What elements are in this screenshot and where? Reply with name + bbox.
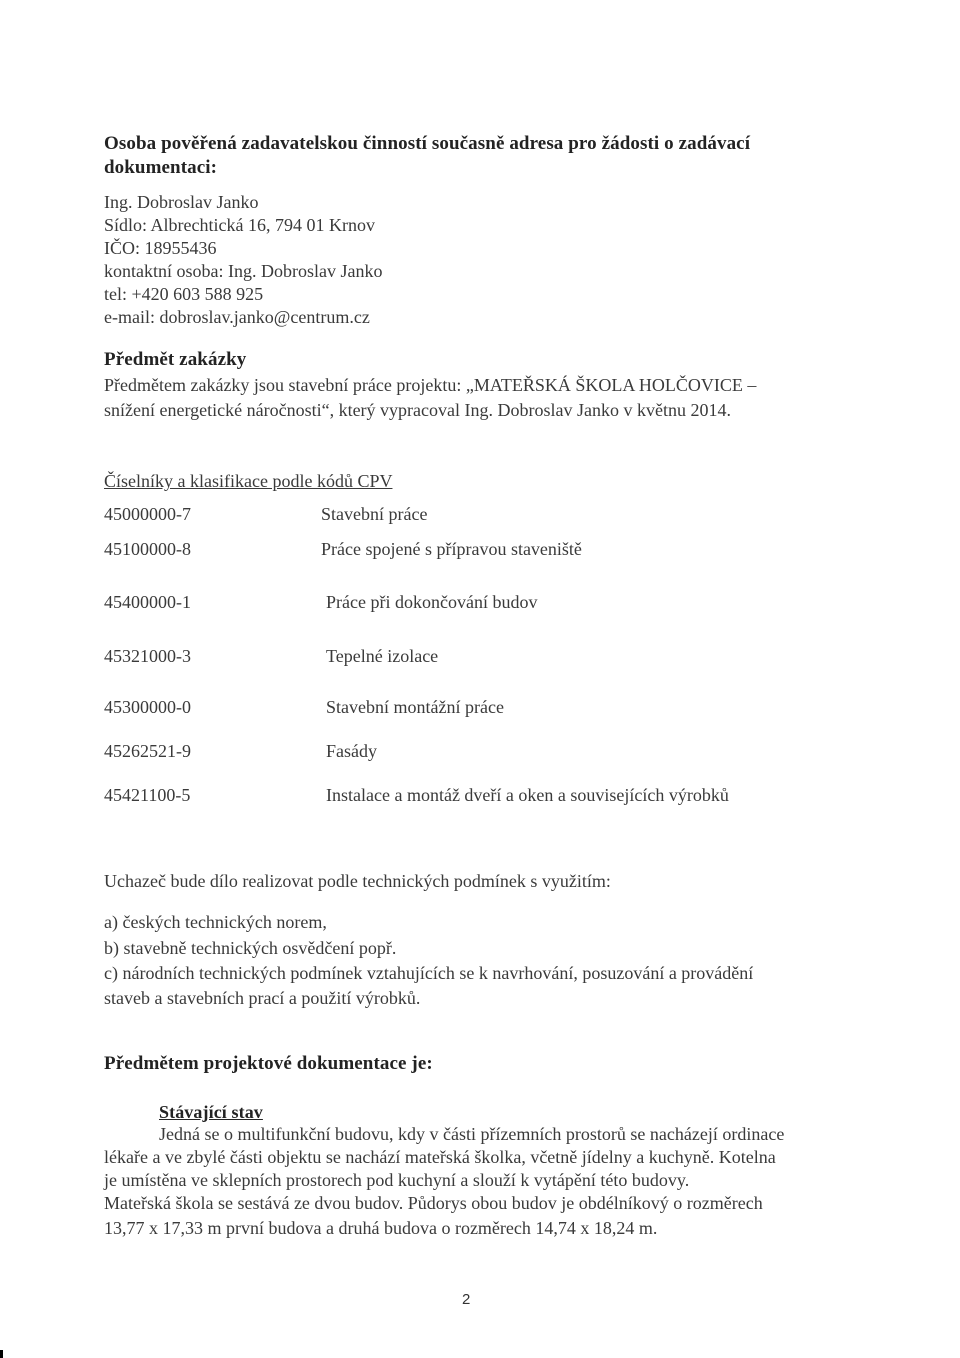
project-docs-line: Mateřská škola se sestává ze dvou budov. Půdorys obou budov je obdélníkový o rozměrech: [104, 1193, 763, 1213]
conditions-item-c-line1: c) národních technických podmínek vztahujících se k navrhování, posuzování a provádění: [104, 963, 754, 983]
cpv-description: Tepelné izolace: [326, 646, 439, 666]
project-docs-subheading: Stávající stav: [159, 1102, 263, 1122]
project-docs-line: lékaře a ve zbylé části objektu se nachází mateřská školka, včetně jídelny a kuchyně. Kotelna: [104, 1147, 776, 1167]
conditions-item-c-line2: staveb a stavebních prací a použití výrobků.: [104, 988, 421, 1008]
project-docs-line: je umístěna ve sklepních prostorech pod kuchyní a slouží k vytápění této budovy.: [104, 1170, 690, 1190]
conditions-item-a: a) českých technických norem,: [104, 912, 327, 932]
cpv-code: 45400000-1: [104, 592, 191, 612]
project-docs-line: 13,77 x 17,33 m první budova a druhá budova o rozměrech 14,74 x 18,24 m.: [104, 1218, 658, 1238]
cpv-description: Instalace a montáž dveří a oken a souvisejících výrobků: [326, 785, 729, 805]
cpv-description: Stavební montážní práce: [326, 697, 504, 717]
cpv-code: 45262521-9: [104, 741, 191, 761]
page-number: 2: [462, 1291, 471, 1308]
cpv-code: 45100000-8: [104, 539, 191, 559]
cpv-code: 45421100-5: [104, 785, 191, 805]
cpv-heading: Číselníky a klasifikace podle kódů CPV: [104, 471, 393, 491]
contractor-heading-line1: Osoba pověřená zadavatelskou činností současně adresa pro žádosti o zadávací: [104, 133, 751, 154]
cpv-description: Stavební práce: [321, 504, 428, 524]
cpv-code: 45321000-3: [104, 646, 191, 666]
subject-line1: Předmětem zakázky jsou stavební práce projektu: „MATEŘSKÁ ŠKOLA HOLČOVICE –: [104, 375, 757, 395]
cpv-code: 45300000-0: [104, 697, 191, 717]
contractor-email: e-mail: dobroslav.janko@centrum.cz: [104, 307, 370, 327]
subject-heading: Předmět zakázky: [104, 349, 247, 370]
conditions-item-b: b) stavebně technických osvědčení popř.: [104, 938, 397, 958]
conditions-intro: Uchazeč bude dílo realizovat podle technických podmínek s využitím:: [104, 871, 611, 891]
cpv-description: Práce při dokončování budov: [326, 592, 538, 612]
contractor-name: Ing. Dobroslav Janko: [104, 192, 259, 212]
contractor-address: Sídlo: Albrechtická 16, 794 01 Krnov: [104, 215, 375, 235]
contractor-heading-line2: dokumentaci:: [104, 157, 218, 178]
subject-line2: snížení energetické náročnosti“, který vypracoval Ing. Dobroslav Janko v květnu 2014.: [104, 400, 731, 420]
cpv-code: 45000000-7: [104, 504, 191, 524]
cpv-description: Fasády: [326, 741, 377, 761]
project-docs-heading: Předmětem projektové dokumentace je:: [104, 1053, 433, 1074]
contractor-contact: kontaktní osoba: Ing. Dobroslav Janko: [104, 261, 383, 281]
contractor-ico: IČO: 18955436: [104, 238, 217, 258]
cpv-description: Práce spojené s přípravou staveniště: [321, 539, 582, 559]
contractor-phone: tel: +420 603 588 925: [104, 284, 264, 304]
scan-mark: [0, 1350, 3, 1358]
project-docs-line: Jedná se o multifunkční budovu, kdy v části přízemních prostorů se nacházejí ordinace: [159, 1124, 785, 1144]
